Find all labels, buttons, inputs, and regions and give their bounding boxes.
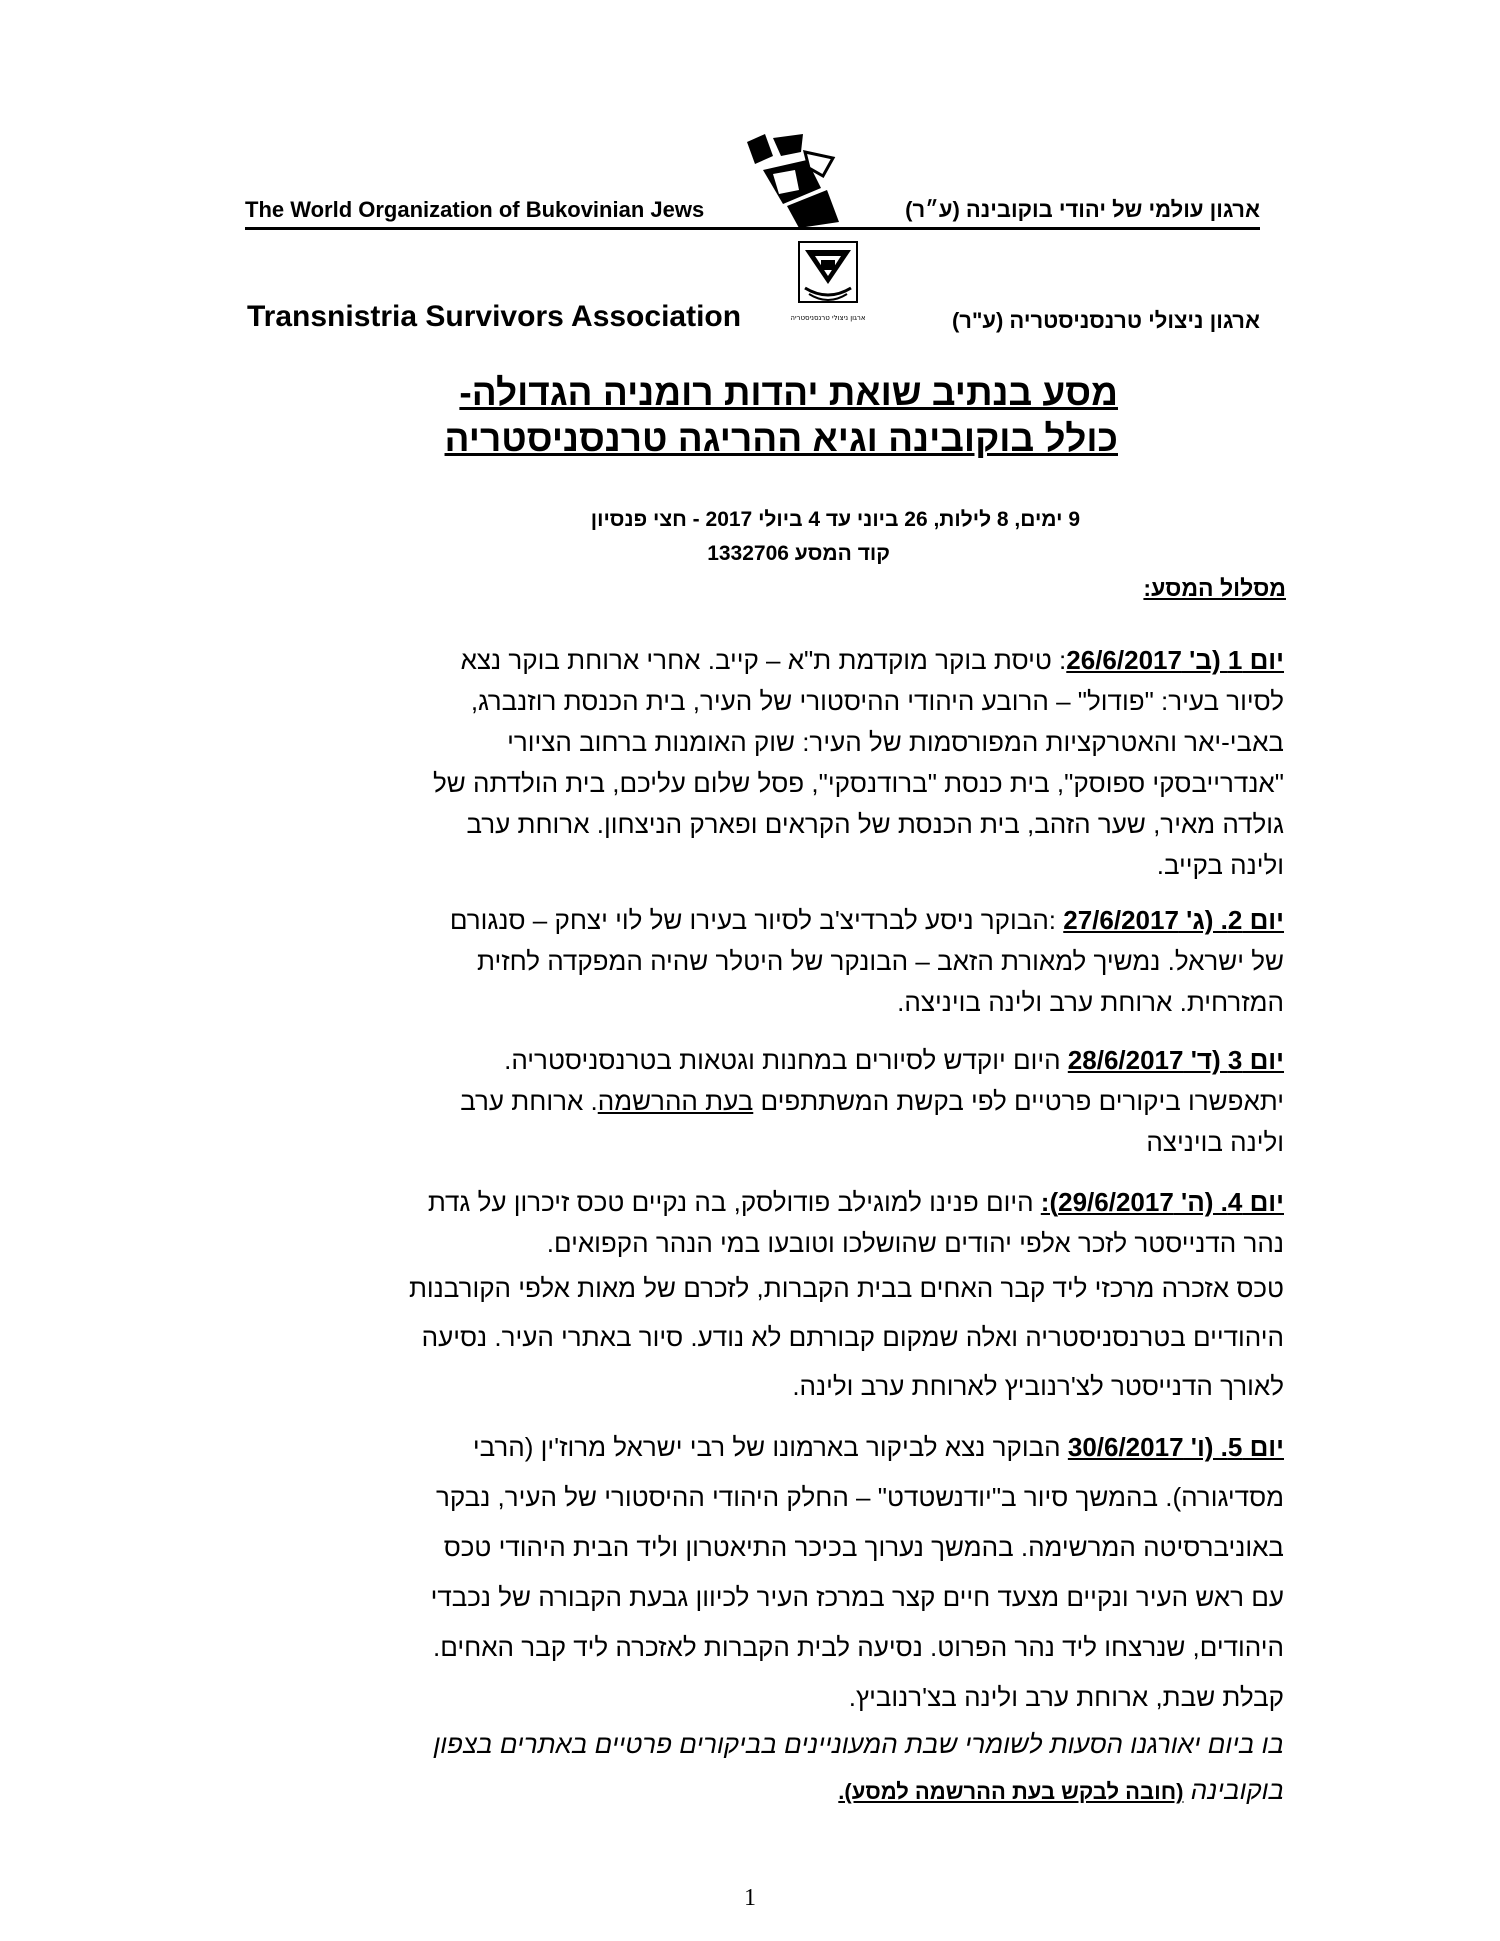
day-5-line-8a: בוקובינה: [1183, 1775, 1284, 1805]
day-2-line-1: :הבוקר ניסע לברדיצ'ב לסיור בעירו של לוי יצחק – סנגורם: [449, 905, 1064, 935]
day-5-line-2: מסדיגורה). בהמשך סיור ב"יודנשטדט" – החלק היהודי ההיסטורי של העיר, נבקר: [435, 1482, 1284, 1512]
day-4-lead: יום 4. (ה' 29/6/2017):: [1040, 1187, 1284, 1217]
title-line-2: כולל בוקובינה וגיא ההריגה טרנסניסטריה: [444, 418, 1118, 459]
page-number: 1: [744, 1885, 756, 1911]
day-1-line-1: : טיסת בוקר מוקדמת ת"א – קייב. אחרי ארוחת בוקר נצא: [460, 645, 1067, 675]
day-2-paragraph: [218, 900, 1284, 1023]
day-5-paragraph: [218, 1422, 1284, 1815]
day-1-line-2: לסיור בעיר: "פודול" – הרובע היהודי ההיסטורי של העיר, בית הכנסת רוזנברג,: [470, 686, 1284, 716]
association-name-en: Transnistria Survivors Association: [247, 300, 742, 333]
day-2-line-2: של ישראל. נמשיך למאורת הזאב – הבונקר של היטלר שהיה המפקדה לחזית: [477, 946, 1284, 976]
day-5-lead: יום 5. (ו' 30/6/2017: [1067, 1432, 1284, 1462]
day-3-lead: יום 3 (ד' 28/6/2017: [1067, 1045, 1284, 1075]
day-5-line-5: היהודים, שנרצחו ליד נהר הפרוט. נסיעה לבית הקברות לאזכרה ליד קבר האחים.: [433, 1632, 1284, 1662]
day-1-line-6: ולינה בקייב.: [1156, 850, 1284, 880]
letterhead-secondary: [245, 240, 1260, 335]
trip-code: קוד המסע 1332706: [707, 542, 890, 565]
day-1-line-3: באבי-יאר והאטרקציות המפורסמות של העיר: שוק האומנות ברחוב הציורי: [507, 727, 1284, 757]
day-3-line-2a: יתאפשרו ביקורים פרטיים לפי בקשת המשתתפים: [753, 1086, 1284, 1116]
org-name-en: The World Organization of Bukovinian Jews: [245, 197, 705, 222]
day-4-line-3: טכס אזכרה מרכזי ליד קבר האחים בבית הקברות, לזכרם של מאות אלפי הקורבנות: [408, 1273, 1284, 1303]
day-1-lead: יום 1 (ב' 26/6/2017: [1066, 645, 1284, 675]
letterhead-main: [245, 130, 1260, 230]
day-4-line-5: לאורך הדנייסטר לצ'רנוביץ לארוחת ערב ולינה.: [792, 1371, 1284, 1401]
association-name-he: ארגון ניצולי טרנסניסטריה (ע"ר): [951, 308, 1260, 333]
day-2-lead: יום 2. (ג' 27/6/2017: [1063, 905, 1284, 935]
day-4-paragraph: [218, 1182, 1284, 1411]
day-2-line-3: המזרחית. ארוחת ערב ולינה בויניצה.: [897, 987, 1284, 1017]
day-3-line-1: היום יוקדש לסיורים במחנות וגטאות בטרנסניסטריה.: [504, 1045, 1068, 1075]
day-5-line-6: קבלת שבת, ארוחת ערב ולינה בצ'רנוביץ.: [848, 1682, 1284, 1712]
day-3-registration-note: בעת ההרשמה: [597, 1086, 754, 1116]
day-1-line-5: גולדה מאיר, שער הזהב, בית הכנסת של הקראים ופארק הניצחון. ארוחת ערב: [466, 809, 1284, 839]
org-name-he: ארגון עולמי של יהודי בוקובינה (ע״ר): [905, 197, 1260, 222]
bukovina-logo-icon: [743, 130, 855, 230]
day-1-paragraph: [218, 640, 1284, 886]
survivors-emblem-icon: [785, 240, 871, 328]
day-4-line-1: היום פנינו למוגילב פודולסק, בה נקיים טכס זיכרון על גדת: [427, 1187, 1041, 1217]
day-5-line-7: בו ביום יאורגנו הסעות לשומרי שבת המעוניינים בביקורים פרטיים באתרים בצפון: [433, 1729, 1284, 1759]
day-3-line-3: ולינה בויניצה: [1146, 1127, 1284, 1157]
title-line-1: מסע בנתיב שואת יהדות רומניה הגדולה-: [459, 372, 1118, 413]
day-3-paragraph: [218, 1040, 1284, 1163]
route-heading: מסלול המסע:: [1143, 575, 1286, 601]
day-5-line-4: עם ראש העיר ונקיים מצעד חיים קצר במרכז העיר לכיוון גבעת הקבורה של נכבדי: [430, 1582, 1284, 1612]
emblem-caption: ארגון ניצולי טרנסניסטריה: [790, 314, 866, 322]
day-5-line-3: באוניברסיטה המרשימה. בהמשך נערוך בכיכר התיאטרון וליד הבית היהודי טכס: [443, 1532, 1284, 1562]
day-3-line-2b: . ארוחת ערב: [460, 1086, 598, 1116]
day-4-line-2: נהר הדנייסטר לזכר אלפי יהודים שהושלכו וטובעו במי הנהר הקפואים.: [546, 1228, 1284, 1258]
day-1-line-4: "אנדרייבסקי ספוסק", בית כנסת "ברודנסקי", פסל שלום עליכם, בית הולדתה של: [432, 768, 1284, 798]
day-5-line-1: הבוקר נצא לביקור בארמונו של רבי ישראל מרוז'ין (הרבי: [472, 1432, 1068, 1462]
trip-summary: 9 ימים, 8 לילות, 26 ביוני עד 4 ביולי 2017 - חצי פנסיון: [590, 508, 1080, 531]
day-4-line-4: היהודיים בטרנסניסטריה ואלה שמקום קבורתם לא נודע. סיור באתרי העיר. נסיעה: [421, 1322, 1284, 1352]
letterhead-rule: [245, 227, 1260, 230]
day-5-registration-note: (חובה לבקש בעת ההרשמה למסע).: [838, 1779, 1184, 1804]
